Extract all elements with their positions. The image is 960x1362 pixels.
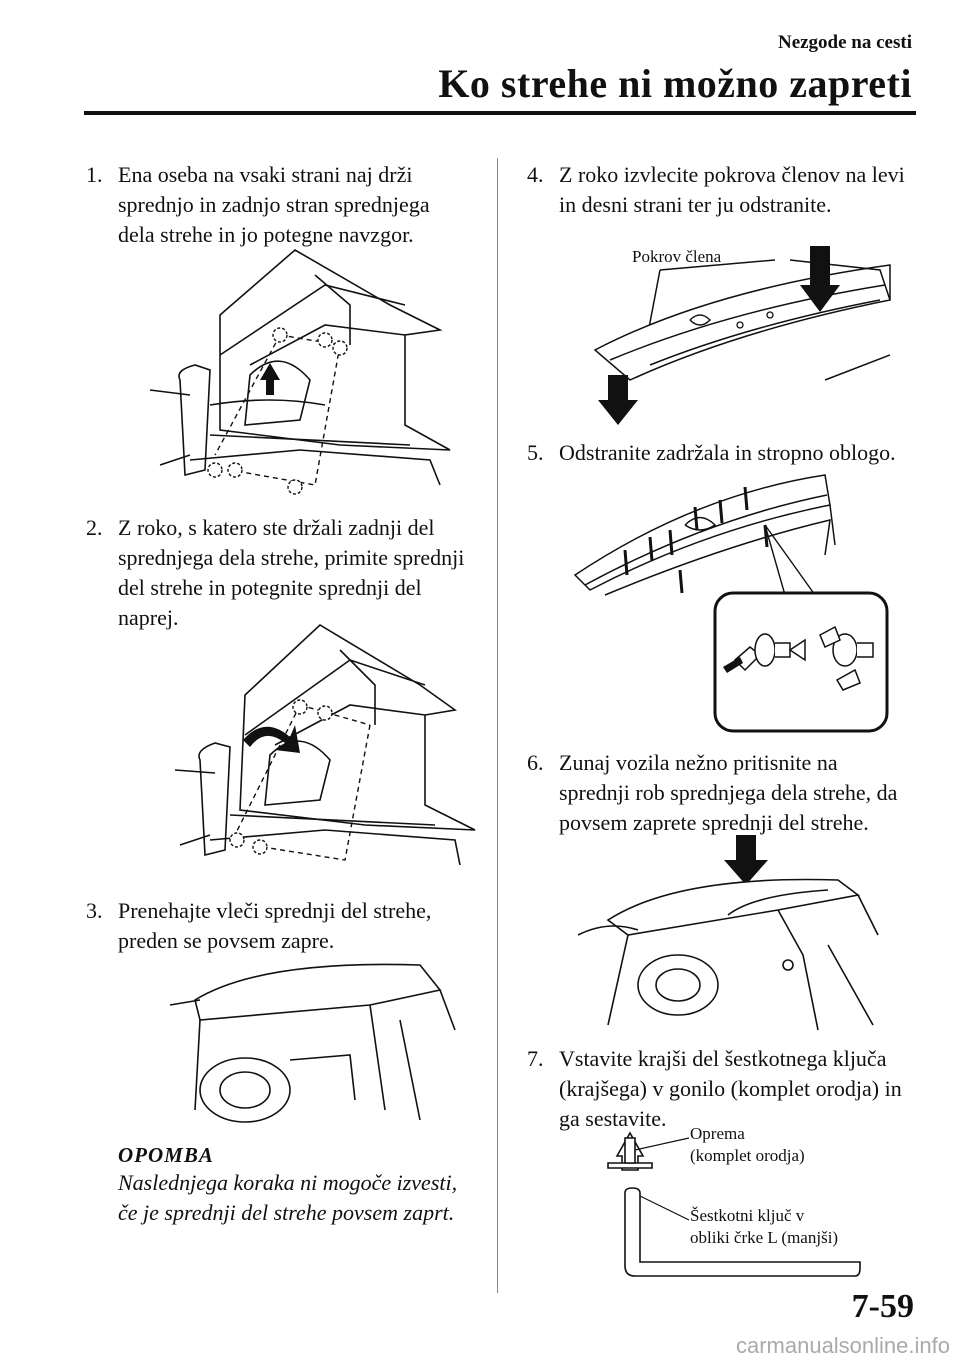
step-line: ga sestavite. (559, 1106, 667, 1131)
step-line: Prenehajte vleči sprednji del strehe, (118, 898, 432, 923)
step-line: povsem zaprete sprednji del strehe. (559, 810, 869, 835)
roof-pull-forward-illustration (175, 625, 475, 880)
joint-cover-removal-illustration (590, 240, 890, 425)
header-rule (84, 111, 916, 115)
joint-cover-label: Pokrov člena (632, 247, 722, 266)
step-number: 6. (527, 750, 544, 775)
step-line: Zunaj vozila nežno pritisnite na (559, 750, 838, 775)
tool-kit-illustration (605, 1128, 865, 1280)
step-2 (86, 513, 486, 633)
step-number: 1. (86, 162, 103, 187)
equipment-label: Oprema (komplet orodja) (690, 1124, 805, 1165)
step-line: sprednjo in zadnjo stran sprednjega (118, 192, 430, 217)
step-line: Vstavite krajši del šestkotnega ključa (559, 1046, 887, 1071)
step-4 (527, 160, 927, 220)
step-3 (86, 896, 486, 956)
step-number: 2. (86, 515, 103, 540)
step-line: in desni strani ter ju odstranite. (559, 192, 832, 217)
step-6 (527, 748, 927, 838)
step-line: sprednji rob sprednjega dela strehe, da (559, 780, 898, 805)
step-line: dela strehe in jo potegne navzgor. (118, 222, 414, 247)
step-line: Z roko izvlecite pokrova členov na levi (559, 162, 905, 187)
roof-lift-illustration (150, 245, 450, 505)
step-line: (krajšega) v gonilo (komplet orodja) in (559, 1076, 902, 1101)
retainer-headliner-removal-illustration (575, 475, 895, 735)
roof-almost-closed-illustration (170, 960, 455, 1125)
step-line: naprej. (118, 605, 179, 630)
step-line: sprednjega dela strehe, primite sprednji (118, 545, 465, 570)
step-number: 4. (527, 162, 544, 187)
header-section: Nezgode na cesti (777, 32, 912, 53)
step-number: 5. (527, 440, 544, 465)
step-5 (527, 438, 927, 468)
step-number: 3. (86, 898, 103, 923)
roof-press-closed-illustration (578, 835, 878, 1030)
watermark: carmanualsonline.info (735, 1333, 950, 1358)
step-7 (527, 1044, 927, 1134)
step-1 (86, 160, 486, 250)
step-line: Z roko, s katero ste držali zadnji del (118, 515, 435, 540)
note-line: če je sprednji del strehe povsem zaprt. (118, 1200, 455, 1225)
step-line: Ena oseba na vsaki strani naj drži (118, 162, 413, 187)
note-text (118, 1168, 488, 1228)
hex-key-label: Šestkotni ključ v obliki črke L (manjši) (690, 1206, 839, 1247)
note-title: OPOMBA (118, 1143, 214, 1167)
page-title: Ko strehe ni možno zapreti (438, 61, 912, 106)
step-line: Odstranite zadržala in stropno oblogo. (559, 440, 896, 465)
page-number: 7-59 (851, 1288, 914, 1325)
column-divider (497, 158, 498, 1293)
step-line: preden se povsem zapre. (118, 928, 335, 953)
step-number: 7. (527, 1046, 544, 1071)
note-line: Naslednjega koraka ni mogoče izvesti, (118, 1170, 458, 1195)
step-line: del strehe in potegnite sprednji del (118, 575, 422, 600)
